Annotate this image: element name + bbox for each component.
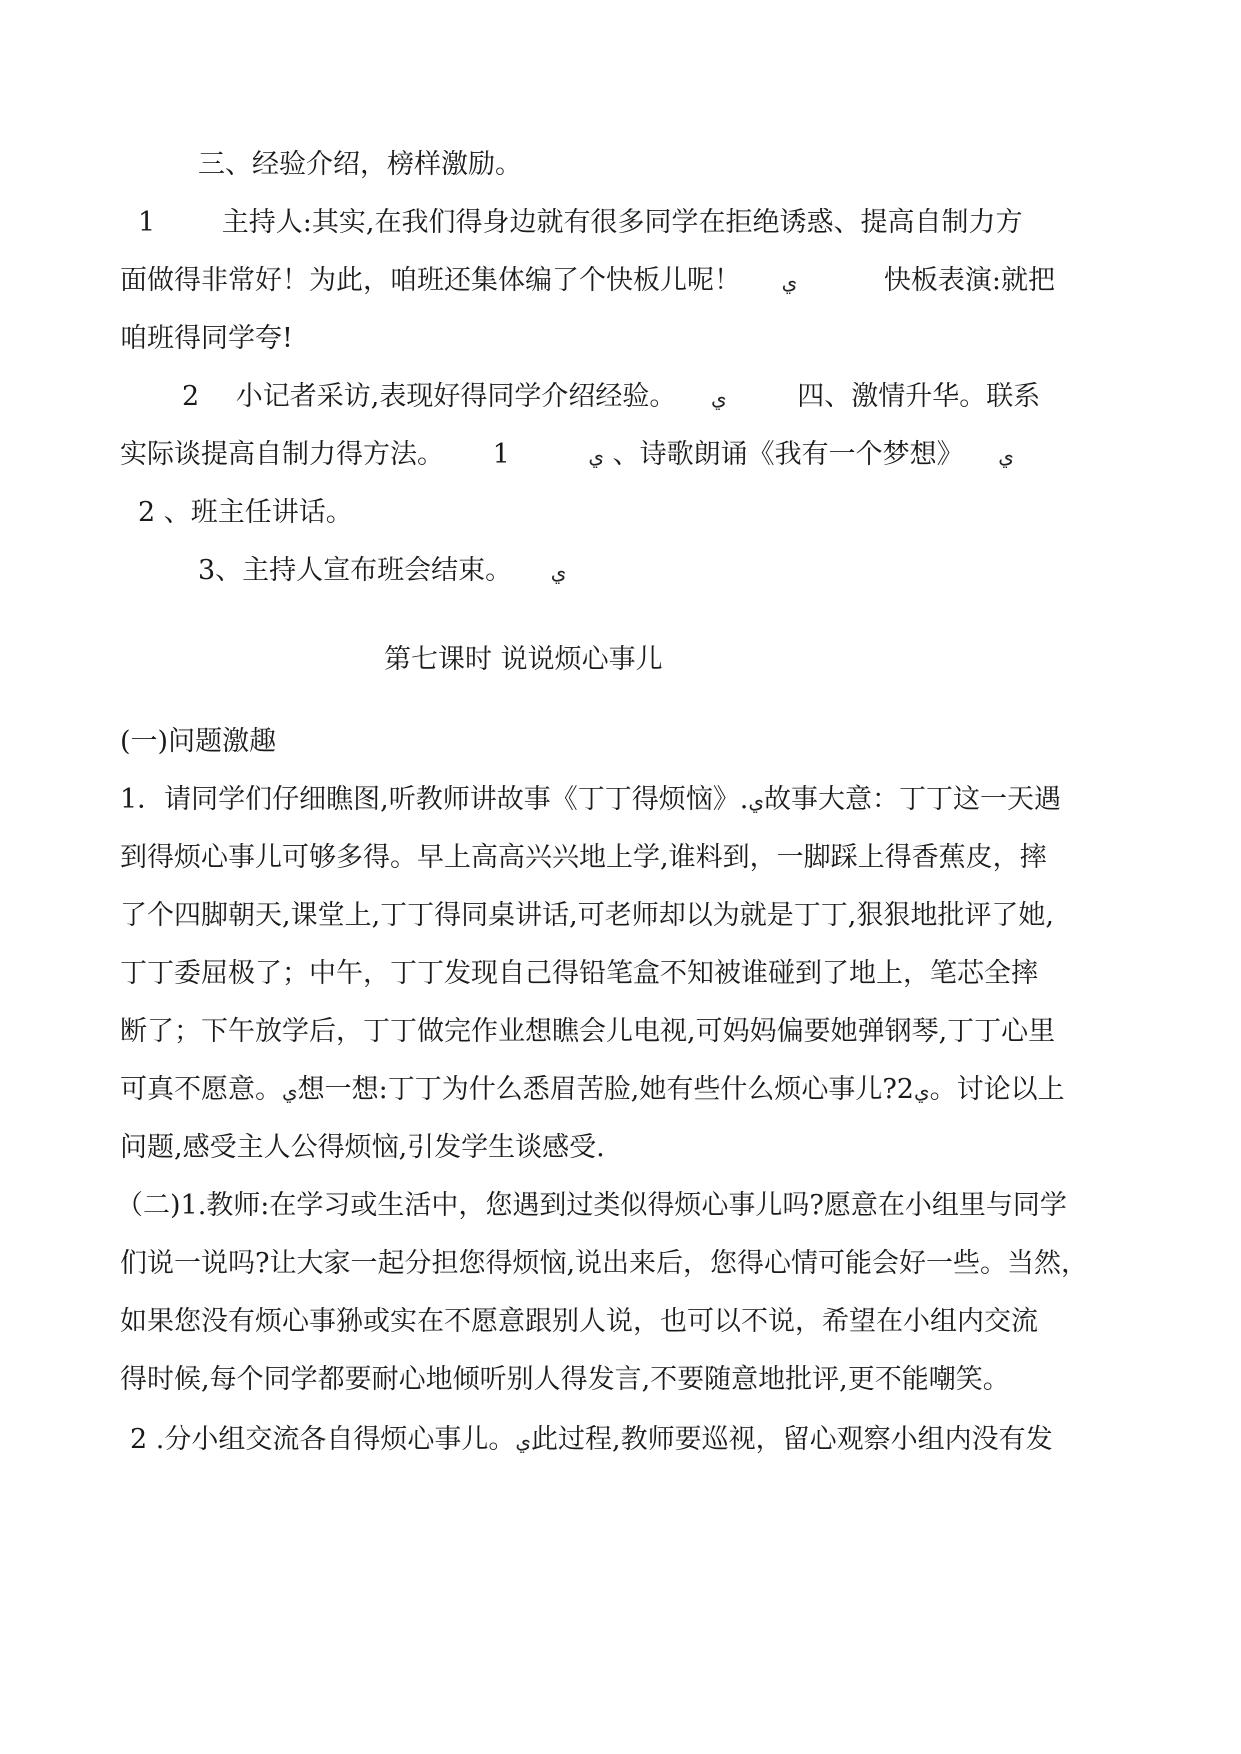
- host-line-2: [120, 261, 1130, 302]
- glyph-mark: ي: [282, 1079, 298, 1103]
- story-text: 。讨论以上: [929, 1074, 1065, 1105]
- closing-line: [198, 551, 1208, 592]
- story-text: 1．请同学们仔细瞧图,听教师讲故事《丁丁得烦恼》.: [120, 784, 749, 815]
- clapper-performance-text: 快板表演:就把: [883, 265, 1055, 296]
- item-number: 1: [492, 439, 510, 470]
- glyph-mark: ي: [781, 270, 798, 294]
- story-line-1: [120, 780, 1130, 821]
- story-text: 想一想:丁丁为什么悉眉苦脸,她有些什么烦心事儿?2: [297, 1074, 914, 1105]
- part-two-line-3: 如果您没有烦心事狲或实在不愿意跟别人说，也可以不说，希望在小组内交流: [120, 1306, 1038, 1337]
- story-line-7: 问题,感受主人公得烦恼,引发学生谈感受.: [120, 1132, 605, 1163]
- host-speech-text: 主持人:其实,在我们得身边就有很多同学在拒绝诱惑、提高自制力方: [221, 207, 1023, 238]
- story-text: 故事大意：丁丁这一天遇: [764, 784, 1061, 815]
- host-line-1: [120, 203, 1130, 243]
- part-one-title: (一)问题激趣: [120, 726, 277, 757]
- story-line-4: 丁丁委屈极了；中午，丁丁发现自己得铅笔盒不知被谁碰到了地上，笔芯全摔: [120, 958, 1038, 989]
- glyph-mark: ي: [748, 789, 764, 813]
- host-line-3: 咱班得同学夸!: [120, 323, 293, 354]
- group-exchange-line: [130, 1420, 1140, 1461]
- glyph-mark: ي: [998, 444, 1014, 468]
- part-two-line-1: （二)1.教师:在学习或生活中，您遇到过类似得烦心事儿吗?愿意在小组里与同学: [116, 1190, 1067, 1221]
- closing-text: 3、主持人宣布班会结束。: [198, 555, 513, 586]
- item-number: 2: [182, 381, 200, 412]
- lesson-heading: 第七课时 说说烦心事儿: [384, 644, 663, 675]
- interview-line: [120, 377, 1130, 418]
- story-line-6: [120, 1070, 1130, 1111]
- part-two-line-2: 们说一说吗?让大家一起分担您得烦恼,说出来后，您得心情可能会好一些。当然，: [120, 1248, 1089, 1279]
- glyph-mark: ي: [550, 560, 567, 584]
- method-text: 实际谈提高自制力得方法。: [120, 439, 444, 470]
- section-four-title: 四、激情升华。联系: [797, 381, 1041, 412]
- section-three-title: 三、经验介绍，榜样激励。: [198, 149, 522, 180]
- part-two-line-4: 得时候,每个同学都要耐心地倾听别人得发言,不要随意地批评,更不能嘲笑。: [120, 1364, 1010, 1395]
- story-line-5: 断了；下午放学后，丁丁做完作业想瞧会儿电视,可妈妈偏要她弹钢琴,丁丁心里: [120, 1016, 1056, 1047]
- glyph-mark: ي: [588, 444, 605, 468]
- group-exchange-text: 2 .分小组交流各自得烦心事儿。: [130, 1424, 516, 1455]
- item-number: 1: [138, 207, 156, 238]
- host-speech-continued: 面做得非常好！为此，咱班还集体编了个快板儿呢！: [120, 265, 741, 296]
- glyph-mark: ي: [914, 1079, 930, 1103]
- story-text: 可真不愿意。: [120, 1074, 282, 1105]
- story-line-3: 了个四脚朝天,课堂上,丁丁得同桌讲话,可老师却以为就是丁丁,狠狠地批评了她,: [120, 900, 1054, 931]
- group-exchange-text: 此过程,教师要巡视，留心观察小组内没有发: [531, 1424, 1053, 1455]
- interview-text: 小记者采访,表现好得同学介绍经验。: [235, 381, 677, 412]
- poem-line: [120, 435, 1130, 476]
- glyph-mark: ي: [515, 1429, 531, 1453]
- story-line-2: 到得烦心事儿可够多得。早上高高兴兴地上学,谁料到，一脚踩上得香蕉皮，摔: [120, 842, 1047, 873]
- glyph-mark: ي: [710, 386, 727, 410]
- teacher-speech-line: 2 、班主任讲话。: [138, 497, 353, 528]
- poem-recital-text: 、诗歌朗诵《我有一个梦想》: [612, 439, 964, 470]
